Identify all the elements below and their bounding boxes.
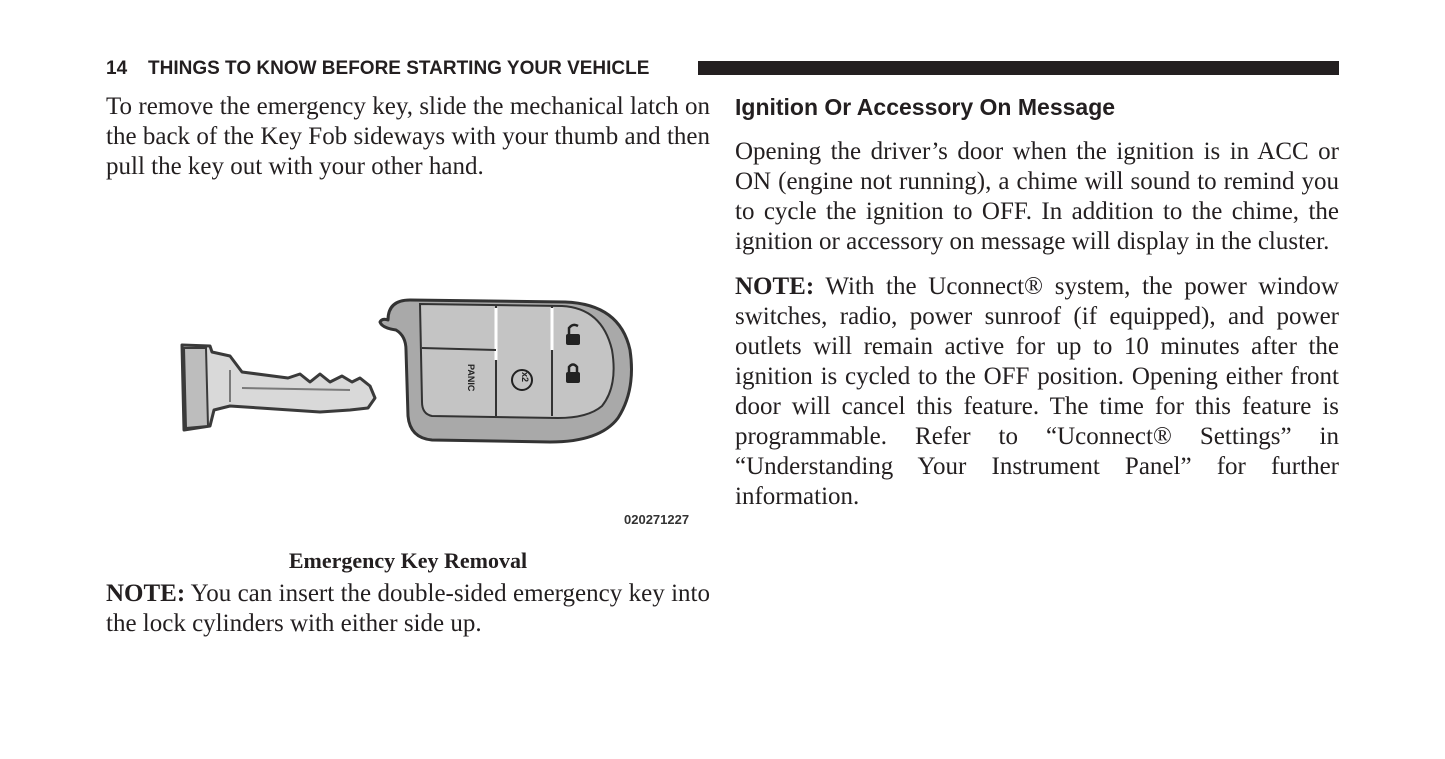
right-column [735,92,1339,512]
emergency-key-icon [182,345,375,430]
figure-caption: Emergency Key Removal [288,548,528,573]
left-note [106,579,710,639]
panic-button-label: PANIC [466,364,476,392]
note-label: NOTE: [735,273,815,300]
figure-id: 020271227 [624,512,690,527]
note-text: With the Uconnect® system, the power window switches, radio, power sunroof (if equipped), and power outlets will remain active for up to 10 minutes after the ignition is cycled to the OFF position. Opening either front door will cancel this feature. The time for this feature is programmable. Refer to “Uconnect® Settings” in “Understanding Your Instrument Panel” for further information. [735,273,1339,510]
intro-paragraph: To remove the emergency key, slide the mechanical latch on the back of the Key Fob sideways with your thumb and then pull the key out with your other hand. [106,93,710,180]
page-header [106,56,1339,82]
ignition-paragraph: Opening the driver’s door when the ignition is in ACC or ON (engine not running), a chime will sound to remind you to cycle the ignition to OFF. In addition to the chime, the ignition or accessory on message will display in the cluster. [735,138,1339,255]
note-label: NOTE: [106,580,186,607]
key-fob-illustration [170,290,650,460]
section-title: THINGS TO KNOW BEFORE STARTING YOUR VEHICLE [148,58,650,79]
key-fob-body [380,300,632,442]
page-number: 14 [106,58,128,79]
section-heading: Ignition Or Accessory On Message [735,94,1116,120]
note-text: You can insert the double-sided emergency key into the lock cylinders with either side up. [106,580,710,637]
header-rule [698,61,1339,75]
right-note [735,272,1339,512]
remote-start-label: x2 [520,372,530,383]
left-column [106,92,710,182]
